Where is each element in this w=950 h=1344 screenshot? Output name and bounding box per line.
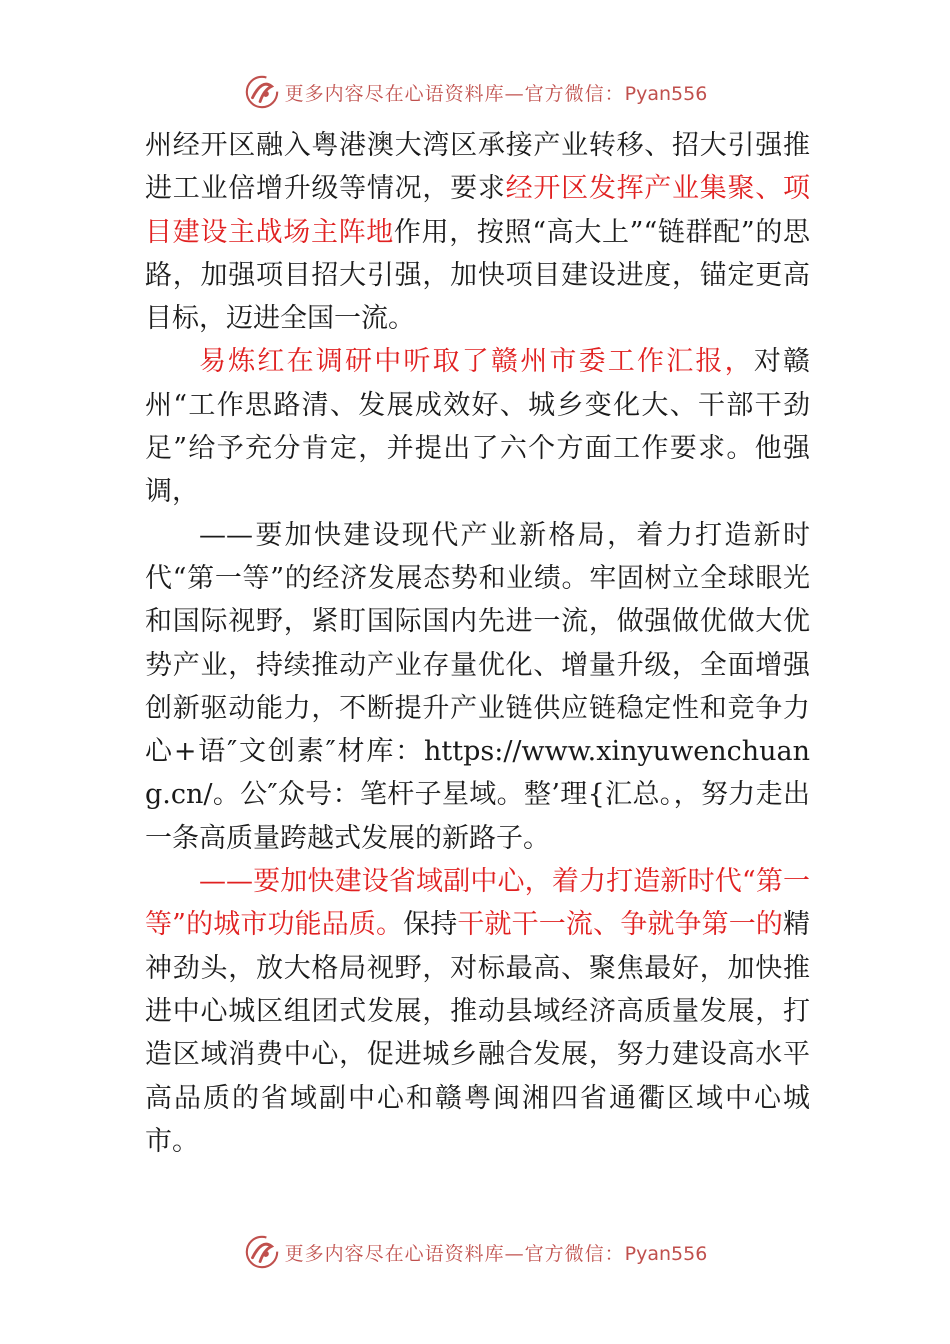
article-body	[145, 124, 810, 1163]
body-text: 保持	[403, 909, 458, 941]
highlighted-text: 易炼红在调研中听取了赣州市委工作汇报，	[199, 346, 754, 378]
paragraph	[145, 124, 810, 340]
highlighted-text: 干就干一流、争就争第一的	[457, 909, 783, 941]
paragraph	[145, 514, 810, 860]
footer-watermark-banner	[0, 1232, 950, 1272]
banner-text: 更多内容尽在心语资料库—官方微信：Pyan556	[284, 1242, 708, 1265]
header-watermark-banner	[0, 72, 950, 112]
body-text: 精神劲头，放大格局视野，对标最高、聚焦最好，加快推进中心城区组团式发展，推动县域经济高质量发展，打造区域消费中心，促进城乡融合发展，努力建设高水平高品质的省域副中心和赣粤闽湘四省通衢区域中心城市。	[145, 909, 810, 1157]
brand-logo-icon	[243, 1233, 281, 1271]
highlighted-text: ——要加快建设省域副中心，着力打造新时代“第一等”的城市功能品质。	[145, 866, 810, 941]
body-text: 州经开区融入粤港澳大湾区承接产业转移、招大引强推进工业倍增升级等情况，要求	[145, 130, 810, 205]
wechat-id: Pyan556	[624, 1242, 708, 1265]
banner-text: 更多内容尽在心语资料库—官方微信：Pyan556	[284, 82, 708, 105]
body-text: 作用，按照“高大上”“链群配”的思路，加强项目招大引强，加快项目建设进度，锚定更高目标，迈进全国一流。	[145, 216, 810, 335]
brand-logo-icon	[243, 73, 281, 111]
body-text: 对赣州“工作思路清、发展成效好、城乡变化大、干部干劲足”给予充分肯定，并提出了六个方面工作要求。他强调，	[145, 346, 811, 508]
wechat-id: Pyan556	[624, 82, 708, 105]
body-text: ——要加快建设现代产业新格局，着力打造新时代“第一等”的经济发展态势和业绩。牢固树立全球眼光和国际视野，紧盯国际国内先进一流，做强做优做大优势产业，持续推动产业存量优化、增量升级，全面增强创新驱动能力，不断提升产业链供应链稳定性和竞争力心+语″文创素″材库：https://www.xinyuwenchuang.cn/。公″众号：笔杆子星域。整’理{汇总。，努力走出一条高质量跨越式发展的新路子。	[145, 519, 810, 854]
highlighted-text: 经开区发挥产业集聚、项目建设主战场主阵地	[145, 173, 811, 248]
paragraph	[145, 340, 810, 513]
paragraph	[145, 860, 810, 1163]
